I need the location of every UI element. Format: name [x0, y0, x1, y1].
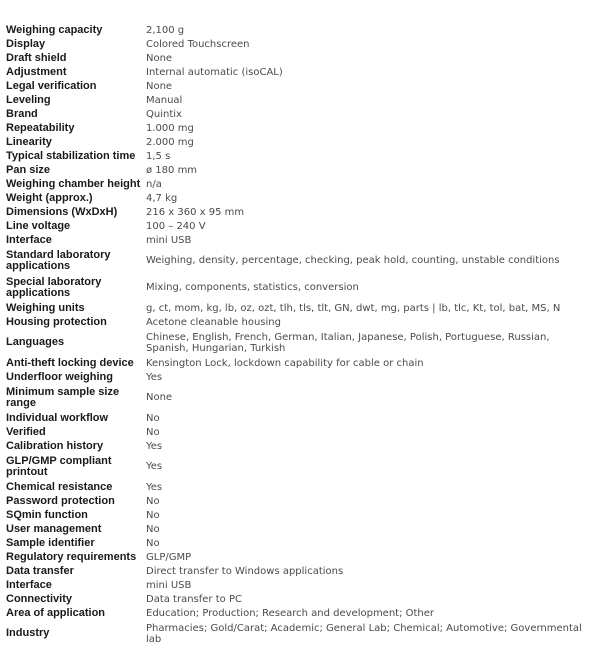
spec-label: Anti-theft locking device: [6, 356, 134, 369]
specifications-table: [6, 23, 592, 647]
spec-row: [6, 370, 592, 384]
spec-row: [6, 564, 592, 578]
spec-value: 216 x 360 x 95 mm: [146, 206, 245, 218]
spec-value: No: [146, 426, 160, 438]
spec-value: Direct transfer to Windows applications: [146, 565, 344, 577]
spec-row: [6, 233, 592, 247]
spec-label: Weighing chamber height: [6, 177, 141, 190]
spec-value: 1.000 mg: [146, 122, 194, 134]
spec-label: Repeatability: [6, 121, 75, 134]
spec-label: Interface: [6, 578, 52, 591]
spec-label: Industry: [6, 627, 50, 639]
spec-label: Brand: [6, 107, 38, 120]
spec-label: Chemical resistance: [6, 480, 113, 493]
spec-value: Weighing, density, percentage, checking, peak hold, counting, unstable conditions: [146, 255, 560, 266]
spec-label: Legal verification: [6, 79, 97, 92]
spec-value: 4,7 kg: [146, 192, 178, 204]
spec-row: [6, 439, 592, 453]
spec-label: Display: [6, 37, 46, 50]
spec-label: Standard laboratory applications: [6, 248, 111, 272]
spec-row: [6, 508, 592, 522]
spec-row: [6, 620, 592, 647]
spec-label: Weighing units: [6, 301, 85, 314]
spec-value: No: [146, 537, 160, 549]
specifications-body: [6, 23, 592, 647]
spec-row: [6, 177, 592, 191]
spec-row: [6, 191, 592, 205]
spec-row: [6, 163, 592, 177]
spec-row: [6, 79, 592, 93]
spec-label: Adjustment: [6, 65, 67, 78]
spec-row: [6, 121, 592, 135]
spec-value: Colored Touchscreen: [146, 38, 250, 50]
spec-value: Yes: [146, 461, 163, 472]
spec-label: Regulatory requirements: [6, 550, 137, 563]
spec-row: [6, 149, 592, 163]
spec-value: Yes: [146, 481, 163, 493]
spec-label: Verified: [6, 425, 46, 438]
spec-row: [6, 135, 592, 149]
spec-row: [6, 522, 592, 536]
spec-row: [6, 219, 592, 233]
spec-value: None: [146, 392, 173, 403]
spec-label: Weighing capacity: [6, 23, 103, 36]
spec-value: Data transfer to PC: [146, 593, 242, 605]
spec-value: 2.000 mg: [146, 136, 194, 148]
spec-row: [6, 274, 592, 301]
spec-label: Special laboratory applications: [6, 275, 102, 299]
spec-row: [6, 425, 592, 439]
spec-value: n/a: [146, 178, 162, 190]
spec-label: Password protection: [6, 494, 115, 507]
spec-label: Leveling: [6, 93, 51, 106]
spec-row: [6, 592, 592, 606]
spec-row: [6, 205, 592, 219]
spec-value: Yes: [146, 440, 163, 452]
spec-value: Quintix: [146, 108, 182, 120]
spec-label: Data transfer: [6, 564, 74, 577]
spec-label: Interface: [6, 233, 52, 246]
spec-row: [6, 301, 592, 315]
spec-row: [6, 65, 592, 79]
spec-label: Dimensions (WxDxH): [6, 205, 118, 218]
spec-row: [6, 356, 592, 370]
spec-label: Area of application: [6, 606, 106, 619]
spec-row: [6, 107, 592, 121]
spec-label: Minimum sample size range: [6, 385, 120, 409]
spec-value: Kensington Lock, lockdown capability for cable or chain: [146, 357, 424, 369]
spec-value: No: [146, 412, 160, 424]
spec-row: [6, 37, 592, 51]
spec-row: [6, 384, 592, 411]
spec-value: 100 – 240 V: [146, 220, 206, 232]
spec-label: Pan size: [6, 163, 51, 176]
spec-value: 2,100 g: [146, 24, 185, 36]
spec-label: GLP/GMP compliant printout: [6, 454, 112, 478]
spec-row: [6, 315, 592, 329]
spec-row: [6, 23, 592, 37]
spec-row: [6, 480, 592, 494]
spec-value: ø 180 mm: [146, 164, 198, 176]
spec-row: [6, 578, 592, 592]
spec-label: Languages: [6, 336, 65, 348]
spec-value: 1,5 s: [146, 150, 171, 162]
spec-label: Housing protection: [6, 315, 107, 328]
spec-value: g, ct, mom, kg, lb, oz, ozt, tlh, tls, tlt, GN, dwt, mg, parts | lb, tlc, Kt, tol, bat, MS, N: [146, 302, 561, 314]
spec-label: Underfloor weighing: [6, 370, 113, 383]
spec-row: [6, 411, 592, 425]
spec-label: Sample identifier: [6, 536, 95, 549]
spec-label: Individual workflow: [6, 411, 109, 424]
spec-value: mini USB: [146, 579, 192, 591]
spec-label: Typical stabilization time: [6, 149, 136, 162]
spec-value: Acetone cleanable housing: [146, 316, 281, 328]
spec-label: Line voltage: [6, 219, 71, 232]
spec-row: [6, 247, 592, 274]
spec-value: Mixing, components, statistics, conversion: [146, 282, 359, 293]
spec-value: No: [146, 523, 160, 535]
spec-label: Connectivity: [6, 592, 73, 605]
spec-row: [6, 494, 592, 508]
spec-row: [6, 51, 592, 65]
spec-label: SQmin function: [6, 508, 88, 521]
spec-value: None: [146, 80, 173, 92]
spec-value: No: [146, 495, 160, 507]
spec-row: [6, 536, 592, 550]
spec-label: Linearity: [6, 135, 52, 148]
spec-value: Chinese, English, French, German, Italian, Japanese, Polish, Portuguese, Russian, Spanish, Hungarian, Turkish: [146, 331, 550, 354]
spec-value: Pharmacies; Gold/Carat; Academic; General Lab; Chemical; Automotive; Governmental lab: [146, 622, 582, 645]
spec-label: Weight (approx.): [6, 191, 93, 204]
spec-value: Education; Production; Research and development; Other: [146, 607, 435, 619]
spec-row: [6, 606, 592, 620]
spec-label: Calibration history: [6, 439, 104, 452]
spec-value: Manual: [146, 94, 183, 106]
spec-value: No: [146, 509, 160, 521]
spec-label: Draft shield: [6, 51, 67, 64]
spec-row: [6, 453, 592, 480]
spec-value: GLP/GMP: [146, 551, 192, 563]
spec-row: [6, 93, 592, 107]
spec-value: mini USB: [146, 234, 192, 246]
spec-value: Yes: [146, 371, 163, 383]
spec-label: User management: [6, 522, 102, 535]
spec-value: None: [146, 52, 173, 64]
spec-row: [6, 329, 592, 356]
spec-row: [6, 550, 592, 564]
spec-value: Internal automatic (isoCAL): [146, 66, 283, 78]
